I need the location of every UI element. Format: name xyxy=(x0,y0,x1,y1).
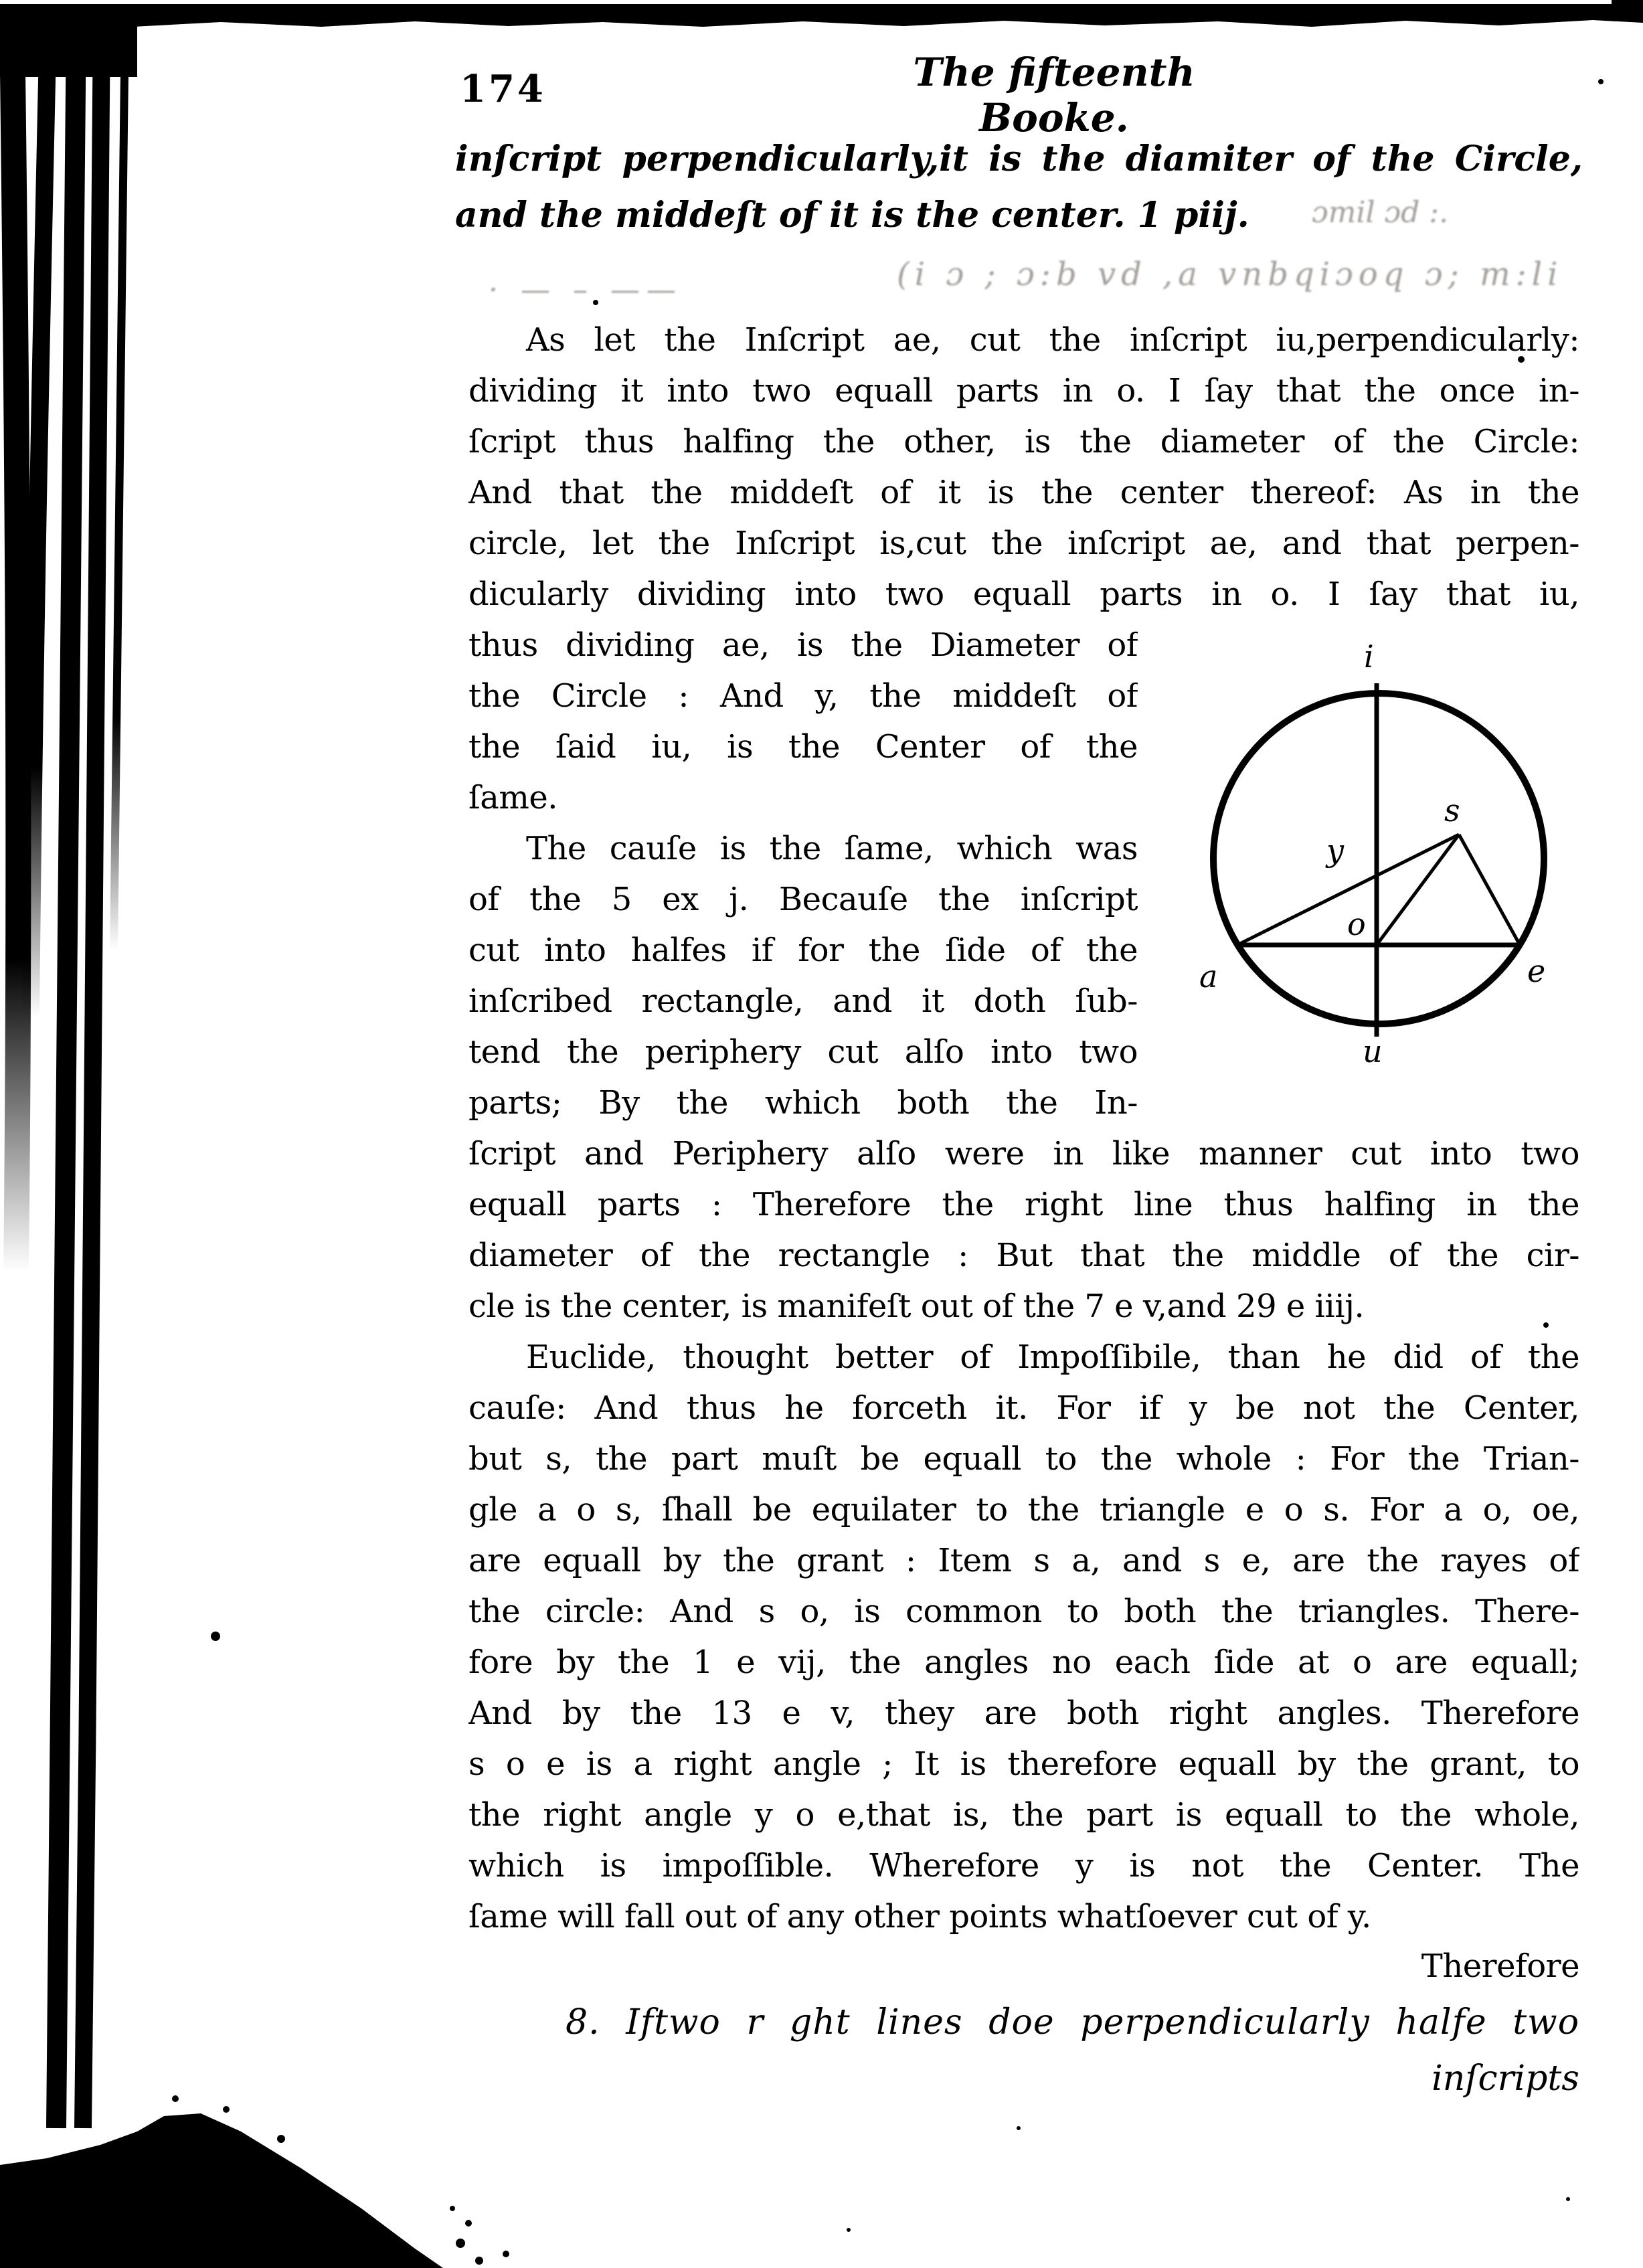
paragraph-1 xyxy=(468,315,1579,620)
text-line: parts; By the which both the In- xyxy=(468,1084,1138,1122)
line-os xyxy=(1377,835,1459,945)
text-line: circle, let the Inſcript is,cut the inſcript ae, and that perpen- xyxy=(468,525,1579,562)
catchword-inscripts: inſcripts xyxy=(1432,2059,1579,2099)
text-line: ſcript thus halfing the other, is the diameter of the Circle: xyxy=(468,423,1579,460)
label-s: s xyxy=(1444,792,1460,828)
text-line: cut into halfes if for the ſide of the xyxy=(468,932,1138,969)
bleedthrough-reversed-line: (i ɔ ; ɔ:b vd ,a vnbqiɔoq ɔ; m:li xyxy=(897,256,1563,293)
label-e: e xyxy=(1527,953,1546,989)
text-line: As let the Inſcript ae, cut the inſcript iu,perpendicularly: xyxy=(526,321,1579,359)
text-line: s o e is a right angle ; It is therefore equall by the grant, to xyxy=(468,1745,1579,1783)
text-line: inſcribed rectangle, and it doth ſub- xyxy=(468,982,1138,1020)
text-line: the ſaid iu, is the Center of the xyxy=(468,728,1138,766)
text-line: the circle: And s o, is common to both the triangles. There- xyxy=(468,1593,1579,1630)
catchword-therefore: Therefore xyxy=(1421,1947,1579,1985)
label-i: i xyxy=(1364,638,1374,675)
label-u: u xyxy=(1363,1033,1383,1067)
bleedthrough-dashes: · — – —— xyxy=(489,273,683,307)
text-line: dicularly dividing into two equall parts in o. I ſay that iu, xyxy=(468,576,1579,613)
text-line: ſame. xyxy=(468,779,558,816)
bleedthrough-heading-tail: ɔmil ɔd :. xyxy=(1312,195,1449,230)
text-line: dividing it into two equall parts in o. I ſay that the once in- xyxy=(468,372,1579,410)
label-y: y xyxy=(1326,833,1344,869)
text-line: fore by the 1 e vij, the angles no each ſide at o are equall; xyxy=(468,1644,1579,1681)
label-o: o xyxy=(1347,906,1366,942)
text-line: And by the 13 e v, they are both right angles. Therefore xyxy=(468,1694,1579,1732)
text-line: but s, the part muſt be equall to the whole : For the Trian- xyxy=(468,1440,1579,1478)
text-line: which is impoſſible. Wherefore y is not the Center. The xyxy=(468,1847,1579,1885)
text-line: ſcript and Periphery alſo were in like manner cut into two xyxy=(468,1135,1579,1172)
text-line: are equall by the grant : Item s a, and s e, are the rayes of xyxy=(468,1542,1579,1579)
geometry-figure xyxy=(1185,626,1573,1067)
text-line: cle is the center, is manifeſt out of the 7 e v,and 29 e iiij. xyxy=(468,1288,1365,1325)
text-line: of the 5 ex j. Becauſe the inſcript xyxy=(468,881,1138,918)
text-line: tend the periphery cut alſo into two xyxy=(468,1033,1138,1071)
top-scan-bar xyxy=(0,4,1643,19)
narrow-column xyxy=(468,620,1138,1128)
ink-blot xyxy=(0,2113,443,2268)
text-line: ſame will fall out of any other points whatſoever cut of y. xyxy=(468,1898,1371,1935)
proposition-8: 8. Iftwo r ght lines doe perpendicularly halfe two xyxy=(566,2002,1579,2042)
label-a: a xyxy=(1199,958,1218,994)
heading-line: and the middeſt of it is the center. 1 piij. xyxy=(455,195,1249,236)
text-line: cauſe: And thus he forceth it. For if y be not the Center, xyxy=(468,1389,1579,1427)
text-line: diameter of the rectangle : But that the middle of the cir- xyxy=(468,1237,1579,1274)
text-line: equall parts : Therefore the right line thus halfing in the xyxy=(468,1186,1579,1223)
text-line: The cauſe is the ſame, which was xyxy=(526,830,1138,867)
text-line: gle a o s, ſhall be equilater to the triangle e o s. For a o, oe, xyxy=(468,1491,1579,1529)
text-line: And that the middeſt of it is the center thereof: As in the xyxy=(468,474,1579,511)
paragraph-2 xyxy=(468,1128,1579,1942)
text-line: the Circle : And y, the middeſt of xyxy=(468,677,1138,715)
page-number: 174 xyxy=(460,67,546,111)
text-line: thus dividing ae, is the Diameter of xyxy=(468,626,1138,664)
text-line: Euclide, thought better of Impoſſibile, than he did of the xyxy=(526,1338,1579,1376)
running-title: The fifteenth Booke. xyxy=(913,50,1195,141)
heading-line: inſcript perpendicularly,it is the diamiter of the Circle, xyxy=(455,139,1583,179)
text-line: the right angle y o e,that is, the part is equall to the whole, xyxy=(468,1796,1579,1834)
line-es xyxy=(1459,835,1520,945)
